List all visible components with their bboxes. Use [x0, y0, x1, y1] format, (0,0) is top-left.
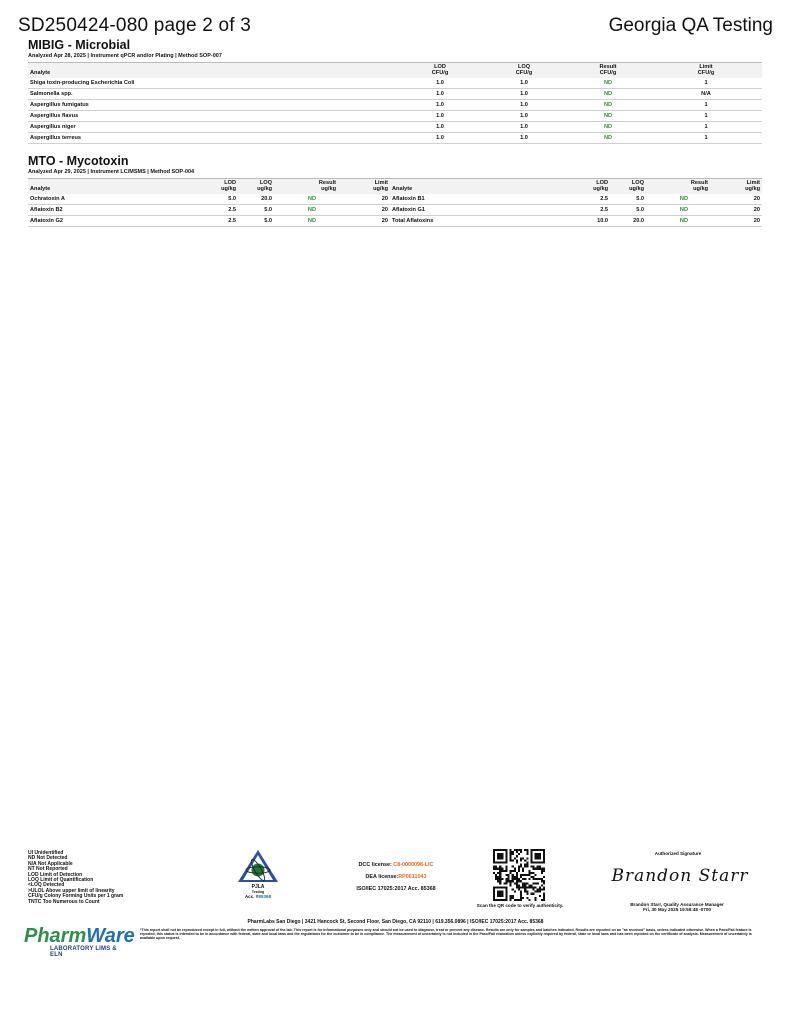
lod-cell: 5.0: [228, 195, 236, 202]
abbreviation-legend: [28, 851, 123, 905]
table-row: [390, 204, 762, 215]
result-cell: ND: [307, 195, 316, 202]
limit-cell: 20: [381, 206, 388, 213]
lod-cell: 1.0: [436, 101, 444, 108]
col-loq: LOQ CFU/g: [515, 64, 533, 77]
column-header: Result ug/kg: [690, 180, 708, 193]
limit-cell: 20: [381, 195, 388, 202]
legend-item: LOD Limit of Detection: [28, 871, 83, 878]
col-result: Result CFU/g: [599, 64, 617, 77]
table-row: [28, 78, 762, 89]
loq-cell: 1.0: [520, 112, 528, 119]
lod-cell: 10.0: [597, 217, 608, 224]
limit-cell: N/A: [701, 90, 711, 97]
logo-tagline: LABORATORY LIMS & ELN: [50, 946, 117, 958]
loq-cell: 5.0: [264, 206, 272, 213]
loq-cell: 1.0: [520, 134, 528, 141]
column-header: Analyte: [30, 186, 51, 193]
legend-item: <LOQ Detected: [28, 882, 65, 889]
table-row: [28, 88, 762, 99]
microbial-table: [28, 62, 762, 144]
table-row: [28, 194, 390, 205]
legend-item: UI Unidentified: [28, 850, 64, 856]
result-cell: ND: [603, 90, 613, 97]
lab-name: Georgia QA Testing: [608, 15, 773, 36]
col-analyte: Analyte: [30, 70, 51, 77]
legend-item: N/A Not Applicable: [28, 860, 73, 867]
loq-cell: 20.0: [633, 217, 644, 224]
signatory-name: Brandon Starr, Quality Assurance Manager: [630, 902, 724, 907]
signature-date: Fri, 30 May 2025 19:59:48 -0700: [643, 907, 711, 913]
analyte-cell: Shiga toxin-producing Escherichia Coli: [30, 79, 135, 86]
legend-item: NT Not Reported: [28, 866, 68, 873]
lod-cell: 2.5: [600, 206, 608, 213]
mycotoxin-table-left: [28, 178, 390, 227]
lab-address: PharmLabs San Diego | 3421 Hancock St, Second Floor, San Diego, CA 92110 | 619.356.0896 | ISO/IEC 17025:2017 Acc. 85368: [247, 919, 544, 925]
signature-heading: Authorized Signature: [654, 851, 702, 856]
microbial-section: [28, 38, 762, 144]
pjla-accreditation: [232, 849, 284, 899]
report-title: SD250424-080 page 2 of 3: [18, 15, 251, 36]
table-row: [28, 132, 762, 143]
loq-cell: 1.0: [520, 79, 528, 86]
loq-cell: 5.0: [264, 217, 272, 224]
logo-brand-ware: Ware: [86, 925, 135, 947]
pjla-logo-icon: [235, 849, 281, 883]
result-cell: ND: [679, 195, 688, 202]
loq-cell: 1.0: [520, 90, 528, 97]
limit-cell: 20: [753, 217, 760, 224]
result-cell: ND: [307, 206, 316, 213]
table-row: [28, 204, 390, 215]
pjla-acc-prefix: Acc. #: [244, 894, 259, 899]
analyte-cell: Aflatoxin G2: [30, 217, 63, 224]
mycotoxin-subtitle: Analyzed Apr 29, 2025 | Instrument LC/MSMS | Method SOP-004: [28, 169, 195, 175]
lod-cell: 1.0: [436, 90, 444, 97]
lod-cell: 1.0: [436, 79, 444, 86]
legend-item: TNTC Too Numerous to Count: [28, 898, 100, 905]
dcc-license: C8-0000098-LIC: [393, 862, 434, 868]
dcc-label: DCC license:: [358, 862, 392, 868]
limit-cell: 1: [704, 101, 708, 108]
result-cell: ND: [603, 79, 613, 86]
lod-cell: 2.5: [600, 195, 608, 202]
column-header: LOD ug/kg: [593, 180, 608, 193]
pjla-name: PJLA: [251, 884, 265, 890]
analyte-cell: Aspergillus flavus: [30, 112, 79, 119]
loq-cell: 5.0: [636, 195, 644, 202]
lod-cell: 2.5: [228, 206, 236, 213]
limit-cell: 1: [704, 123, 708, 130]
result-cell: ND: [679, 217, 688, 224]
limit-cell: 1: [704, 112, 708, 119]
legend-item: LOQ Limit of Quantification: [28, 877, 94, 884]
result-cell: ND: [679, 206, 688, 213]
pjla-acc-number: 85368: [258, 894, 272, 899]
column-header: LOQ ug/kg: [257, 180, 272, 193]
table-row: [28, 99, 762, 110]
table-row: [28, 121, 762, 132]
pharmware-logo: [24, 925, 135, 960]
lod-cell: 2.5: [228, 217, 236, 224]
loq-cell: 1.0: [520, 101, 528, 108]
analyte-cell: Aflatoxin G1: [392, 206, 425, 213]
analyte-cell: Aspergillus fumigatus: [30, 101, 89, 108]
analyte-cell: Aspergillus terreus: [30, 134, 81, 141]
microbial-subtitle: Analyzed Apr 28, 2025 | Instrument qPCR and/or Plating | Method SOP-007: [28, 53, 222, 59]
column-header: LOQ ug/kg: [629, 180, 644, 193]
lod-cell: 1.0: [436, 112, 444, 119]
mycotoxin-title: MTO - Mycotoxin: [28, 154, 129, 168]
limit-cell: 20: [753, 195, 760, 202]
license-block: [340, 859, 452, 895]
legend-item: CFU/g Colony Forming Units per 1 gram: [28, 893, 124, 900]
result-cell: ND: [307, 217, 316, 224]
dea-license: RP0611043: [398, 874, 427, 880]
verification-qr-code[interactable]: [493, 849, 545, 901]
column-header: Limit ug/kg: [745, 180, 760, 193]
limit-cell: 20: [753, 206, 760, 213]
pjla-line2: Testing: [251, 890, 265, 894]
dea-label: DEA license:: [365, 874, 399, 880]
analyte-cell: Aflatoxin B2: [30, 206, 63, 213]
column-header: Analyte: [392, 186, 413, 193]
legal-disclaimer: *This report shall not be reproduced except in full, without the written approval of the lab. This report is for informational purposes only and should not be used to diagnose, treat or prevent any disease. Results are only for samples and batches indicated. Results are reported on an "as received" basis, unless indicated otherwise. When a Pass/Fail feature is reported, this status is intended to be in accordance with federal, state and local laws and the regulations for the customer to be in compliance. The measurement of uncertainty is not included in the Pass/Fail evaluation unless explicitly required by federal, state or local laws and has been reported on the certificate of analysis. Measurement of uncertainty is available upon request.: [140, 928, 752, 941]
iso-accreditation: ISO/IEC 17025:2017 Acc. 85368: [356, 886, 436, 892]
lod-cell: 1.0: [436, 134, 444, 141]
signatory: [602, 902, 752, 912]
logo-brand-pharm: Pharm: [24, 925, 87, 947]
handwritten-signature: Brandon Starr: [611, 866, 749, 886]
analyte-cell: Salmonella spp.: [30, 90, 73, 97]
result-cell: ND: [603, 101, 613, 108]
column-header: Limit ug/kg: [373, 180, 388, 193]
loq-cell: 20.0: [261, 195, 272, 202]
column-header: Result ug/kg: [318, 180, 336, 193]
table-row: [28, 215, 390, 226]
lod-cell: 1.0: [436, 123, 444, 130]
result-cell: ND: [603, 123, 613, 130]
analyte-cell: Aflatoxin B1: [392, 195, 425, 202]
legend-item: ND Not Detected: [28, 855, 68, 862]
analyte-cell: Total Aflatoxins: [392, 217, 434, 224]
limit-cell: 1: [704, 134, 708, 141]
col-limit: Limit CFU/g: [697, 64, 715, 77]
mycotoxin-section: [28, 154, 762, 227]
microbial-title: MIBIG - Microbial: [28, 38, 131, 52]
loq-cell: 1.0: [520, 123, 528, 130]
table-row: [28, 110, 762, 121]
loq-cell: 5.0: [636, 206, 644, 213]
column-header: LOD ug/kg: [221, 180, 236, 193]
limit-cell: 1: [704, 79, 708, 86]
qr-caption: Scan the QR code to verify authenticity.: [476, 903, 564, 908]
result-cell: ND: [603, 134, 613, 141]
result-cell: ND: [603, 112, 613, 119]
table-row: [390, 194, 762, 205]
col-lod: LOD CFU/g: [431, 64, 449, 77]
limit-cell: 20: [381, 217, 388, 224]
mycotoxin-table-right: [390, 178, 762, 227]
legend-item: >ULOL Above upper limit of linearity: [28, 887, 115, 894]
table-row: [390, 215, 762, 226]
analyte-cell: Aspergillus niger: [30, 123, 76, 130]
analyte-cell: Ochratoxin A: [30, 195, 65, 202]
